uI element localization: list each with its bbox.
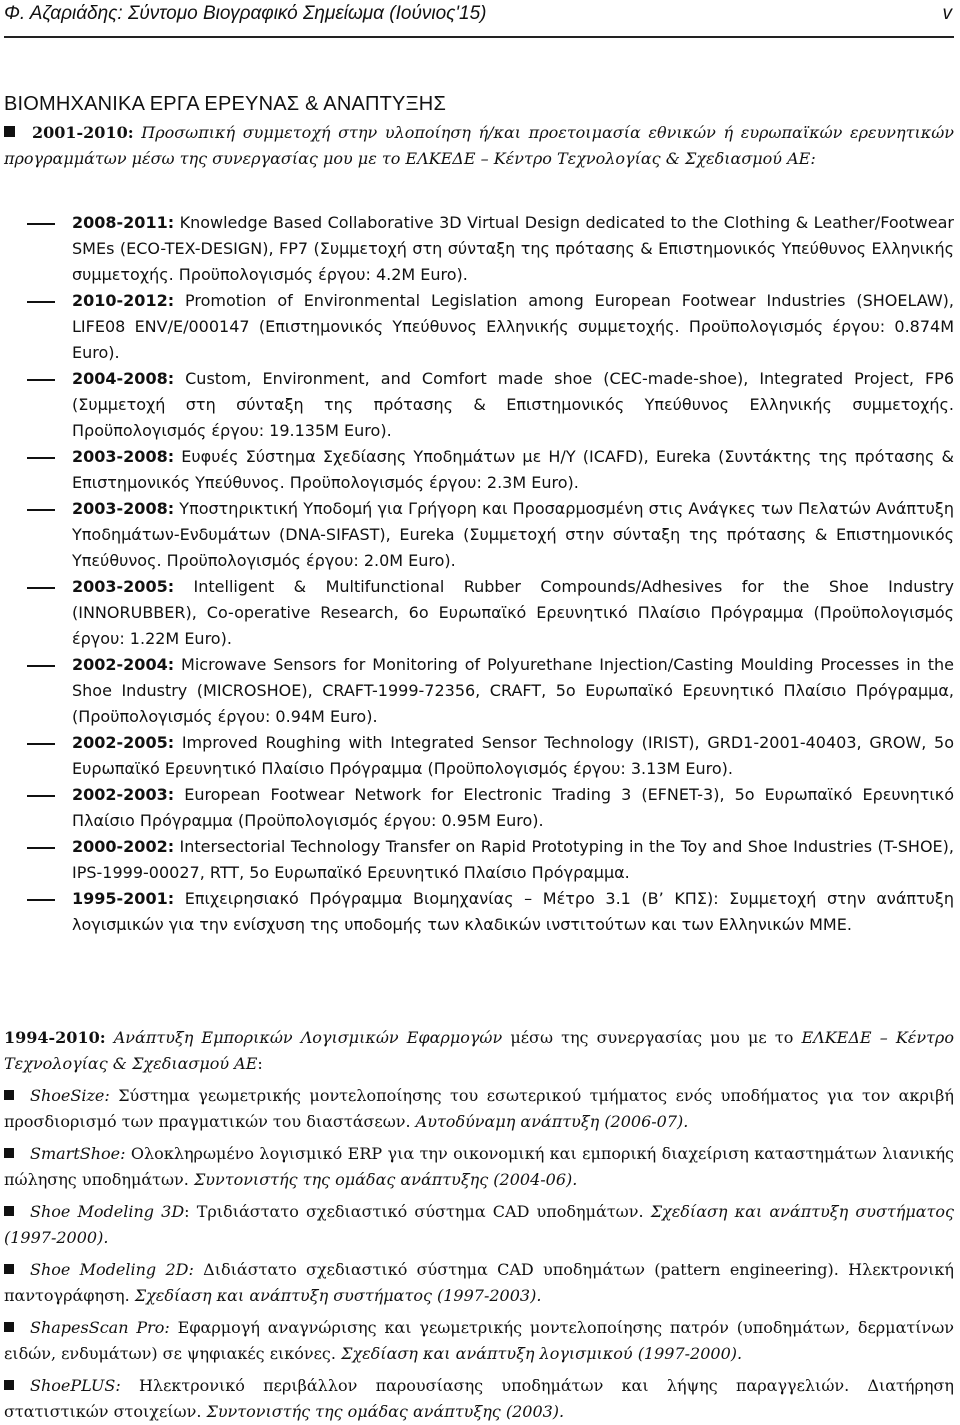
project-text: Υποστηρικτική Υποδομή για Γρήγορη και Προσαρμοσμένη στις Ανάγκες των Πελατών Ανάπτυξη Υποδημάτων-Ενδυμάτων (DNA-SIFAST), Eureka (Συμμετοχή στην σύνταξη της πρότασης & Επιστημονικός Υπεύθυνος. Προϋπολογισμός έργου: 2.0M Euro). bbox=[72, 499, 954, 570]
app-role: Σχεδίαση και ανάπτυξη λογισμικού (1997-2000). bbox=[341, 1344, 743, 1363]
list-item bbox=[0, 444, 960, 496]
list-item bbox=[4, 1141, 954, 1193]
list-item bbox=[0, 366, 960, 444]
dash-bullet-icon bbox=[27, 223, 55, 225]
project-text: Microwave Sensors for Monitoring of Polyurethane Injection/Casting Moulding Processes in the Shoe Industry (MICROSHOE), CRAFT-1999-72356, CRAFT, 5ο Ευρωπαϊκό Ερευνητικό Πλαίσιο Πρόγραμμα, (Προϋπολογισμός έργου: 0.94M Euro). bbox=[72, 655, 955, 726]
app-name: ShapesScan Pro: bbox=[30, 1318, 170, 1337]
square-bullet-icon bbox=[4, 1380, 14, 1390]
dash-bullet-icon bbox=[27, 847, 55, 849]
dash-bullet-icon bbox=[27, 743, 55, 745]
app-name: ShoePLUS: bbox=[30, 1376, 121, 1395]
dash-bullet-icon bbox=[27, 457, 55, 459]
list-item bbox=[0, 730, 960, 782]
project-text: Knowledge Based Collaborative 3D Virtual Design dedicated to the Clothing & Leather/Footwear SMEs (ECO-TEX-DESIGN), FP7 (Συμμετοχή στη σύνταξη της πρότασης & Επιστημονικός Υπεύθυνος Ελληνικής συμμετοχής. Προϋπολογισμός έργου: 4.2M Euro). bbox=[72, 213, 954, 284]
software-title-rest: μέσω της συνεργασίας μου με το bbox=[510, 1028, 794, 1047]
square-bullet-icon bbox=[4, 1090, 14, 1100]
project-years: 2008-2011: bbox=[72, 213, 175, 232]
list-item bbox=[0, 834, 960, 886]
app-desc: Ολοκληρωμένο λογισμικό ERP για την οικονομική και εμπορική διαχείριση καταστημάτων λιανικής πώλησης υποδημάτων. bbox=[4, 1144, 955, 1189]
intro-text: Προσωπική συμμετοχή στην υλοποίηση ή/και προετοιμασία εθνικών ή ευρωπαϊκών ερευνητικών προγραμμάτων μέσω της συνεργασίας μου με το ΕΛΚΕΔΕ – Κέντρο Τεχνολογίας & Σχεδιασμού ΑΕ: bbox=[4, 123, 954, 168]
project-text: Improved Roughing with Integrated Sensor Technology (IRIST), GRD1-2001-40403, GROW, 5ο Ευρωπαϊκό Ερευνητικό Πλαίσιο Πρόγραμμα (Προϋπολογισμός έργου: 3.13M Euro). bbox=[72, 733, 955, 778]
app-desc: Ηλεκτρονικό περιβάλλον παρουσίασης υποδημάτων και λήψης παραγγελιών. Διατήρηση στατιστικών στοιχείων. bbox=[4, 1376, 954, 1421]
project-text: Ευφυές Σύστημα Σχεδίασης Υποδημάτων με Η/Υ (ICAFD), Eureka (Συντάκτης της πρότασης & Επιστημονικός Υπεύθυνος. Προϋπολογισμός έργου: 2.3M Euro). bbox=[72, 447, 954, 492]
project-text: Custom, Environment, and Comfort made shoe (CEC-made-shoe), Integrated Project, FP6 (Συμμετοχή στη σύνταξη της πρότασης & Επιστημονικός Υπεύθυνος Ελληνικής συμμετοχής. Προϋπολογισμός έργου: 19.135M Euro). bbox=[72, 369, 954, 440]
app-desc: Εφαρμογή αναγνώρισης και γεωμετρικής μοντελοποίησης πατρόν (υποδημάτων, δερματίνων ειδών, ενδυμάτων) σε ψηφιακές εικόνες. bbox=[4, 1318, 954, 1363]
list-item bbox=[0, 886, 960, 938]
square-bullet-icon bbox=[4, 126, 15, 137]
project-list bbox=[0, 210, 960, 938]
software-title: Ανάπτυξη Εμπορικών Λογισμικών Εφαρμογών bbox=[113, 1028, 503, 1047]
project-text: Promotion of Environmental Legislation among European Footwear Industries (SHOELAW), LIFE08 ENV/E/000147 (Επιστημονικός Υπεύθυνος Ελληνικής συμμετοχής. Προϋπολογισμός έργου: 0.874M Euro). bbox=[72, 291, 954, 362]
page-header bbox=[4, 0, 954, 38]
section-intro bbox=[4, 120, 954, 172]
square-bullet-icon bbox=[4, 1206, 14, 1216]
header-title: Φ. Αζαριάδης: Σύντομο Βιογραφικό Σημείωμα (Ιούνιος'15) bbox=[4, 3, 487, 24]
page-number: v bbox=[942, 3, 952, 24]
app-name: SmartShoe: bbox=[30, 1144, 126, 1163]
list-item bbox=[0, 288, 960, 366]
app-desc: : Τριδιάστατο σχεδιαστικό σύστημα CAD υποδημάτων. bbox=[184, 1202, 644, 1221]
project-years: 2000-2002: bbox=[72, 837, 175, 856]
list-item bbox=[0, 574, 960, 652]
project-years: 2010-2012: bbox=[72, 291, 175, 310]
project-years: 2004-2008: bbox=[72, 369, 175, 388]
project-text: European Footwear Network for Electronic Trading 3 (EFNET-3), 5ο Ευρωπαϊκό Ερευνητικό Πλαίσιο Πρόγραμμα (Προϋπολογισμός έργου: 0.95M Euro). bbox=[72, 785, 955, 830]
project-years: 1995-2001: bbox=[72, 889, 175, 908]
dash-bullet-icon bbox=[27, 665, 55, 667]
list-item bbox=[0, 652, 960, 730]
square-bullet-icon bbox=[4, 1322, 14, 1332]
software-heading bbox=[4, 1025, 954, 1077]
list-item bbox=[0, 782, 960, 834]
app-role: Αυτοδύναμη ανάπτυξη (2006-07). bbox=[415, 1112, 689, 1131]
app-name: ShoeSize: bbox=[30, 1086, 110, 1105]
dash-bullet-icon bbox=[27, 587, 55, 589]
app-role: Σχεδίαση και ανάπτυξη συστήματος (1997-2000). bbox=[4, 1202, 954, 1247]
intro-years: 2001-2010: bbox=[32, 123, 134, 142]
list-item bbox=[0, 210, 960, 288]
list-item bbox=[0, 496, 960, 574]
project-years: 2002-2004: bbox=[72, 655, 175, 674]
app-role: Συντονιστής της ομάδας ανάπτυξης (2004-06). bbox=[193, 1170, 578, 1189]
app-name: Shoe Modeling 3D bbox=[30, 1202, 185, 1221]
section-title: ΒΙΟΜΗΧΑΝΙΚΑ ΕΡΓΑ ΕΡΕΥΝΑΣ & ΑΝΑΠΤΥΞΗΣ bbox=[4, 93, 447, 115]
list-item bbox=[4, 1257, 954, 1309]
list-item bbox=[4, 1199, 954, 1251]
app-name: Shoe Modeling 2D: bbox=[30, 1260, 194, 1279]
software-org-end: : bbox=[257, 1054, 263, 1073]
list-item bbox=[4, 1315, 954, 1367]
project-years: 2003-2005: bbox=[72, 577, 175, 596]
dash-bullet-icon bbox=[27, 899, 55, 901]
app-desc: Σύστημα γεωμετρικής μοντελοποίησης του εσωτερικού τμήματος ενός υποδήματος για τον ακριβή προσδιορισμό των πραγματικών του διαστάσεων. bbox=[4, 1086, 954, 1131]
app-role: Σχεδίαση και ανάπτυξη συστήματος (1997-2003). bbox=[134, 1286, 542, 1305]
list-item bbox=[4, 1083, 954, 1135]
software-years: 1994-2010: bbox=[4, 1028, 106, 1047]
project-text: Intersectorial Technology Transfer on Rapid Prototyping in the Toy and Shoe Industries (T-SHOE), IPS-1999-00027, RTT, 5ο Ευρωπαϊκό Ερευνητικό Πλαίσιο Πρόγραμμα. bbox=[72, 837, 954, 882]
list-item bbox=[4, 1373, 954, 1425]
dash-bullet-icon bbox=[27, 509, 55, 511]
dash-bullet-icon bbox=[27, 795, 55, 797]
dash-bullet-icon bbox=[27, 379, 55, 381]
dash-bullet-icon bbox=[27, 301, 55, 303]
project-years: 2003-2008: bbox=[72, 447, 175, 466]
software-section bbox=[4, 1025, 954, 1425]
app-role: Συντονιστής της ομάδας ανάπτυξης (2003). bbox=[206, 1402, 565, 1421]
software-org: ΕΛΚΕΔΕ – Κέντρο Τεχνολογίας & Σχεδιασμού ΑΕ bbox=[4, 1028, 954, 1073]
project-years: 2003-2008: bbox=[72, 499, 175, 518]
project-years: 2002-2003: bbox=[72, 785, 175, 804]
project-text: Επιχειρησιακό Πρόγραμμα Βιομηχανίας – Μέτρο 3.1 (Β’ ΚΠΣ): Συμμετοχή στην ανάπτυξη λογισμικών για την ενίσχυση της υποδομής των κλαδικών ινστιτούτων και των Ελληνικών ΜΜΕ. bbox=[72, 889, 954, 934]
square-bullet-icon bbox=[4, 1148, 14, 1158]
square-bullet-icon bbox=[4, 1264, 14, 1274]
project-years: 2002-2005: bbox=[72, 733, 175, 752]
app-desc: Διδιάστατο σχεδιαστικό σύστημα CAD υποδημάτων (pattern engineering). Ηλεκτρονική παντογράφηση. bbox=[4, 1260, 955, 1305]
project-text: Intelligent & Multifunctional Rubber Compounds/Adhesives for the Shoe Industry (INNORUBBER), Co-operative Research, 6ο Ευρωπαϊκό Ερευνητικό Πλαίσιο Πρόγραμμα (Προϋπολογισμός έργου: 1.22M Euro). bbox=[72, 577, 954, 648]
